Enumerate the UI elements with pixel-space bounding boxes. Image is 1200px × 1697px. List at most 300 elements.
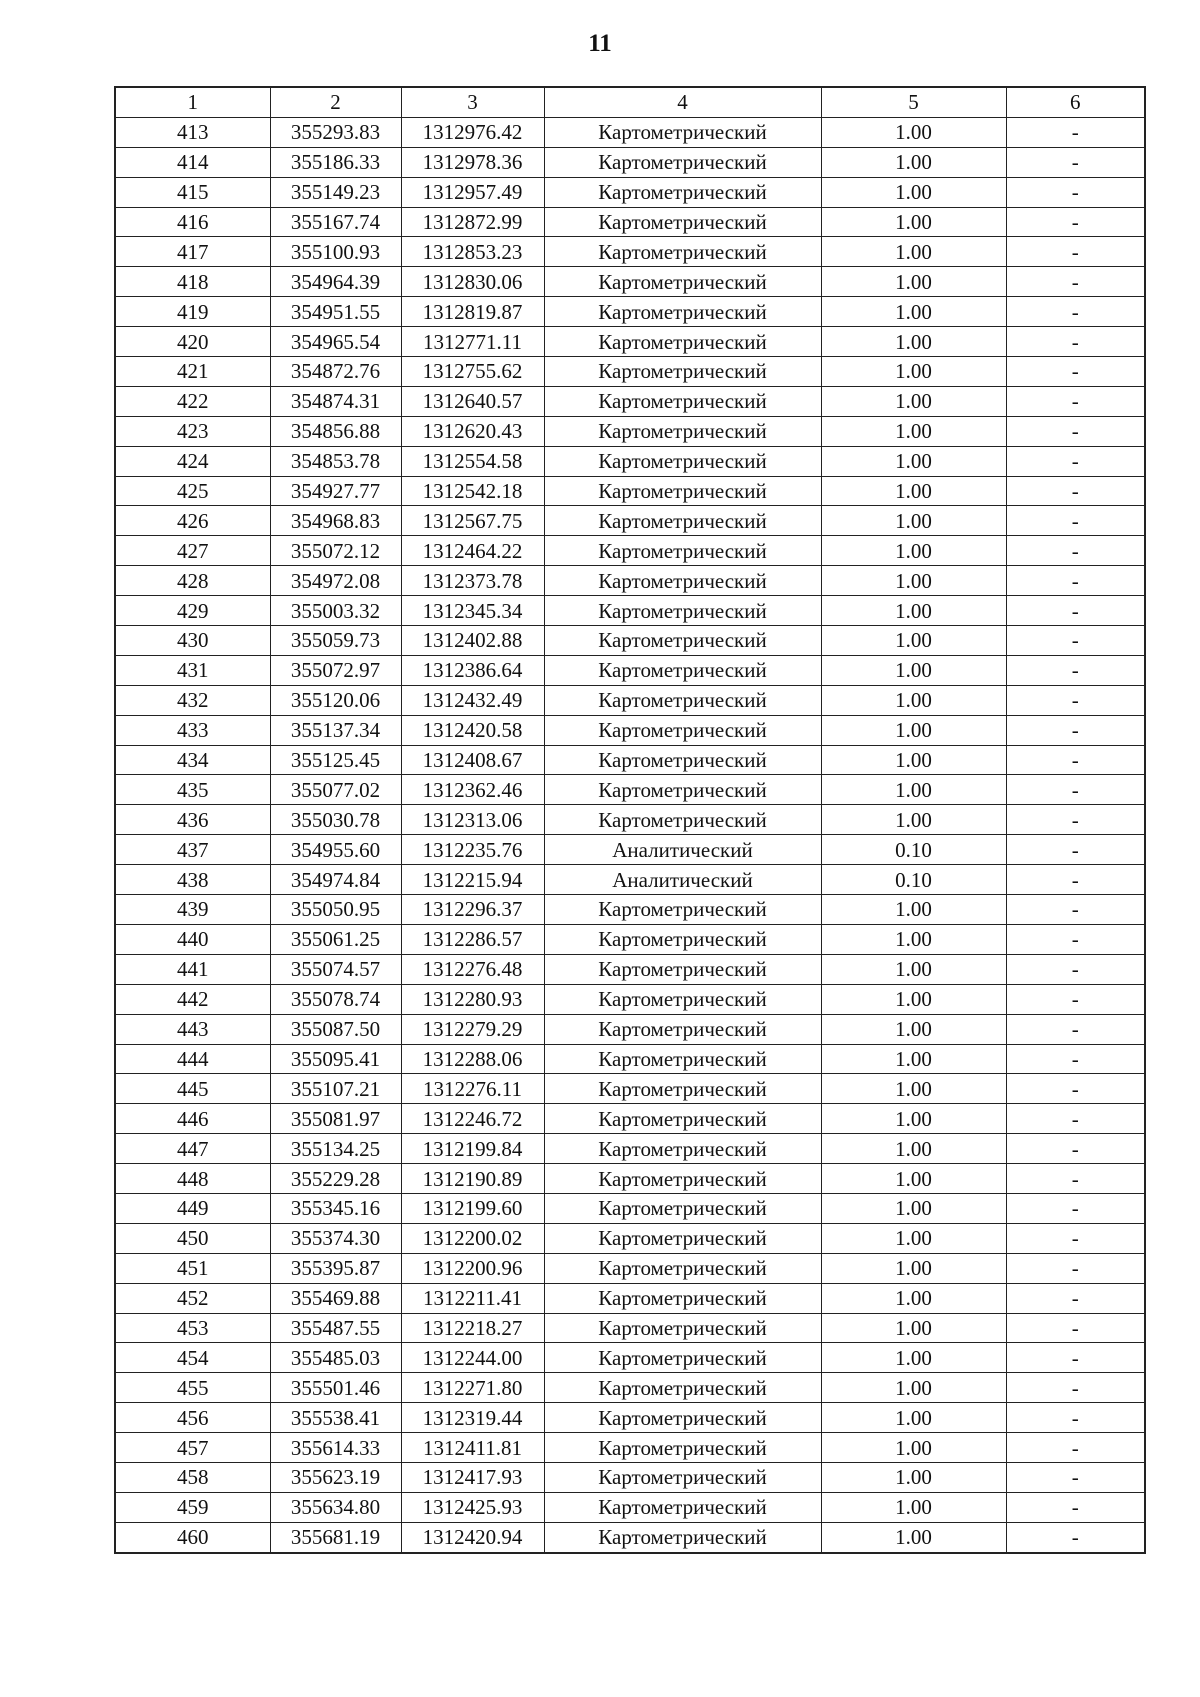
method-cell: Картометрический <box>544 536 821 566</box>
table-row <box>115 267 1145 297</box>
accuracy-cell: 0.10 <box>821 835 1006 865</box>
note-cell: - <box>1006 1522 1145 1552</box>
accuracy-cell: 1.00 <box>821 715 1006 745</box>
table-row <box>115 1074 1145 1104</box>
point-number-cell: 454 <box>115 1343 270 1373</box>
table-row <box>115 536 1145 566</box>
note-cell: - <box>1006 835 1145 865</box>
method-cell: Картометрический <box>544 626 821 656</box>
table-row <box>115 1283 1145 1313</box>
note-cell: - <box>1006 775 1145 805</box>
point-number-cell: 433 <box>115 715 270 745</box>
method-cell: Картометрический <box>544 1522 821 1552</box>
method-cell: Картометрический <box>544 1193 821 1223</box>
method-cell: Картометрический <box>544 1403 821 1433</box>
method-cell: Картометрический <box>544 596 821 626</box>
note-cell: - <box>1006 1134 1145 1164</box>
point-number-cell: 430 <box>115 626 270 656</box>
y-coordinate-cell: 1312567.75 <box>401 506 544 536</box>
point-number-cell: 456 <box>115 1403 270 1433</box>
y-coordinate-cell: 1312408.67 <box>401 745 544 775</box>
point-number-cell: 441 <box>115 954 270 984</box>
point-number-cell: 453 <box>115 1313 270 1343</box>
y-coordinate-cell: 1312280.93 <box>401 984 544 1014</box>
note-cell: - <box>1006 924 1145 954</box>
accuracy-cell: 1.00 <box>821 1462 1006 1492</box>
accuracy-cell: 1.00 <box>821 1253 1006 1283</box>
y-coordinate-cell: 1312362.46 <box>401 775 544 805</box>
y-coordinate-cell: 1312373.78 <box>401 566 544 596</box>
accuracy-cell: 0.10 <box>821 865 1006 895</box>
method-cell: Аналитический <box>544 835 821 865</box>
table-row <box>115 1403 1145 1433</box>
method-cell: Картометрический <box>544 207 821 237</box>
x-coordinate-cell: 355623.19 <box>270 1462 401 1492</box>
y-coordinate-cell: 1312296.37 <box>401 895 544 925</box>
x-coordinate-cell: 355681.19 <box>270 1522 401 1552</box>
note-cell: - <box>1006 1253 1145 1283</box>
note-cell: - <box>1006 1223 1145 1253</box>
table-row <box>115 626 1145 656</box>
x-coordinate-cell: 355078.74 <box>270 984 401 1014</box>
header-cell-1: 1 <box>115 87 270 117</box>
point-number-cell: 420 <box>115 327 270 357</box>
method-cell: Картометрический <box>544 1373 821 1403</box>
note-cell: - <box>1006 596 1145 626</box>
y-coordinate-cell: 1312200.96 <box>401 1253 544 1283</box>
accuracy-cell: 1.00 <box>821 237 1006 267</box>
x-coordinate-cell: 355100.93 <box>270 237 401 267</box>
point-number-cell: 424 <box>115 446 270 476</box>
x-coordinate-cell: 355134.25 <box>270 1134 401 1164</box>
accuracy-cell: 1.00 <box>821 1074 1006 1104</box>
accuracy-cell: 1.00 <box>821 924 1006 954</box>
point-number-cell: 413 <box>115 117 270 147</box>
accuracy-cell: 1.00 <box>821 685 1006 715</box>
x-coordinate-cell: 355229.28 <box>270 1164 401 1194</box>
x-coordinate-cell: 355072.12 <box>270 536 401 566</box>
accuracy-cell: 1.00 <box>821 1193 1006 1223</box>
method-cell: Картометрический <box>544 895 821 925</box>
x-coordinate-cell: 354972.08 <box>270 566 401 596</box>
x-coordinate-cell: 355061.25 <box>270 924 401 954</box>
table-row <box>115 1313 1145 1343</box>
y-coordinate-cell: 1312853.23 <box>401 237 544 267</box>
method-cell: Картометрический <box>544 1074 821 1104</box>
accuracy-cell: 1.00 <box>821 177 1006 207</box>
x-coordinate-cell: 354964.39 <box>270 267 401 297</box>
point-number-cell: 421 <box>115 357 270 387</box>
point-number-cell: 458 <box>115 1462 270 1492</box>
method-cell: Картометрический <box>544 1134 821 1164</box>
table-row <box>115 1044 1145 1074</box>
x-coordinate-cell: 354853.78 <box>270 446 401 476</box>
point-number-cell: 434 <box>115 745 270 775</box>
x-coordinate-cell: 355120.06 <box>270 685 401 715</box>
note-cell: - <box>1006 1343 1145 1373</box>
y-coordinate-cell: 1312957.49 <box>401 177 544 207</box>
method-cell: Картометрический <box>544 685 821 715</box>
x-coordinate-cell: 355501.46 <box>270 1373 401 1403</box>
method-cell: Картометрический <box>544 117 821 147</box>
note-cell: - <box>1006 1074 1145 1104</box>
accuracy-cell: 1.00 <box>821 267 1006 297</box>
y-coordinate-cell: 1312620.43 <box>401 416 544 446</box>
coordinates-table <box>114 86 1146 1554</box>
y-coordinate-cell: 1312199.84 <box>401 1134 544 1164</box>
method-cell: Картометрический <box>544 745 821 775</box>
point-number-cell: 436 <box>115 805 270 835</box>
y-coordinate-cell: 1312271.80 <box>401 1373 544 1403</box>
x-coordinate-cell: 355614.33 <box>270 1433 401 1463</box>
table-row <box>115 1223 1145 1253</box>
table-row <box>115 237 1145 267</box>
table-row <box>115 1522 1145 1552</box>
accuracy-cell: 1.00 <box>821 655 1006 685</box>
accuracy-cell: 1.00 <box>821 1403 1006 1433</box>
method-cell: Аналитический <box>544 865 821 895</box>
point-number-cell: 432 <box>115 685 270 715</box>
note-cell: - <box>1006 1373 1145 1403</box>
y-coordinate-cell: 1312319.44 <box>401 1403 544 1433</box>
method-cell: Картометрический <box>544 1104 821 1134</box>
table-body <box>115 117 1145 1552</box>
x-coordinate-cell: 355137.34 <box>270 715 401 745</box>
y-coordinate-cell: 1312279.29 <box>401 1014 544 1044</box>
x-coordinate-cell: 355107.21 <box>270 1074 401 1104</box>
point-number-cell: 437 <box>115 835 270 865</box>
table-row <box>115 416 1145 446</box>
note-cell: - <box>1006 267 1145 297</box>
table-row <box>115 1433 1145 1463</box>
x-coordinate-cell: 355395.87 <box>270 1253 401 1283</box>
table-row <box>115 297 1145 327</box>
note-cell: - <box>1006 865 1145 895</box>
note-cell: - <box>1006 895 1145 925</box>
point-number-cell: 442 <box>115 984 270 1014</box>
accuracy-cell: 1.00 <box>821 1104 1006 1134</box>
x-coordinate-cell: 355003.32 <box>270 596 401 626</box>
accuracy-cell: 1.00 <box>821 476 1006 506</box>
note-cell: - <box>1006 446 1145 476</box>
method-cell: Картометрический <box>544 984 821 1014</box>
table-row <box>115 954 1145 984</box>
table-row <box>115 895 1145 925</box>
note-cell: - <box>1006 655 1145 685</box>
note-cell: - <box>1006 685 1145 715</box>
point-number-cell: 446 <box>115 1104 270 1134</box>
accuracy-cell: 1.00 <box>821 357 1006 387</box>
method-cell: Картометрический <box>544 237 821 267</box>
accuracy-cell: 1.00 <box>821 117 1006 147</box>
table-row <box>115 984 1145 1014</box>
table-row <box>115 596 1145 626</box>
x-coordinate-cell: 355059.73 <box>270 626 401 656</box>
note-cell: - <box>1006 566 1145 596</box>
y-coordinate-cell: 1312190.89 <box>401 1164 544 1194</box>
x-coordinate-cell: 354874.31 <box>270 386 401 416</box>
x-coordinate-cell: 355125.45 <box>270 745 401 775</box>
table-row <box>115 1193 1145 1223</box>
method-cell: Картометрический <box>544 715 821 745</box>
table-row <box>115 775 1145 805</box>
table-row <box>115 835 1145 865</box>
table-row <box>115 1014 1145 1044</box>
table-header <box>115 87 1145 117</box>
method-cell: Картометрический <box>544 386 821 416</box>
table-row <box>115 1253 1145 1283</box>
accuracy-cell: 1.00 <box>821 775 1006 805</box>
page-number: 11 <box>588 30 612 57</box>
x-coordinate-cell: 355345.16 <box>270 1193 401 1223</box>
note-cell: - <box>1006 177 1145 207</box>
accuracy-cell: 1.00 <box>821 1343 1006 1373</box>
method-cell: Картометрический <box>544 297 821 327</box>
x-coordinate-cell: 355095.41 <box>270 1044 401 1074</box>
y-coordinate-cell: 1312286.57 <box>401 924 544 954</box>
y-coordinate-cell: 1312411.81 <box>401 1433 544 1463</box>
accuracy-cell: 1.00 <box>821 596 1006 626</box>
x-coordinate-cell: 354955.60 <box>270 835 401 865</box>
x-coordinate-cell: 355087.50 <box>270 1014 401 1044</box>
accuracy-cell: 1.00 <box>821 297 1006 327</box>
accuracy-cell: 1.00 <box>821 1492 1006 1522</box>
method-cell: Картометрический <box>544 566 821 596</box>
method-cell: Картометрический <box>544 1343 821 1373</box>
accuracy-cell: 1.00 <box>821 566 1006 596</box>
accuracy-cell: 1.00 <box>821 446 1006 476</box>
accuracy-cell: 1.00 <box>821 506 1006 536</box>
table-row <box>115 655 1145 685</box>
x-coordinate-cell: 355167.74 <box>270 207 401 237</box>
y-coordinate-cell: 1312640.57 <box>401 386 544 416</box>
accuracy-cell: 1.00 <box>821 386 1006 416</box>
table-row <box>115 924 1145 954</box>
note-cell: - <box>1006 476 1145 506</box>
note-cell: - <box>1006 327 1145 357</box>
accuracy-cell: 1.00 <box>821 1433 1006 1463</box>
point-number-cell: 419 <box>115 297 270 327</box>
method-cell: Картометрический <box>544 1253 821 1283</box>
note-cell: - <box>1006 297 1145 327</box>
point-number-cell: 443 <box>115 1014 270 1044</box>
note-cell: - <box>1006 416 1145 446</box>
x-coordinate-cell: 354927.77 <box>270 476 401 506</box>
note-cell: - <box>1006 984 1145 1014</box>
point-number-cell: 449 <box>115 1193 270 1223</box>
y-coordinate-cell: 1312235.76 <box>401 835 544 865</box>
point-number-cell: 450 <box>115 1223 270 1253</box>
point-number-cell: 447 <box>115 1134 270 1164</box>
point-number-cell: 425 <box>115 476 270 506</box>
method-cell: Картометрический <box>544 1014 821 1044</box>
point-number-cell: 448 <box>115 1164 270 1194</box>
y-coordinate-cell: 1312542.18 <box>401 476 544 506</box>
point-number-cell: 457 <box>115 1433 270 1463</box>
note-cell: - <box>1006 1433 1145 1463</box>
accuracy-cell: 1.00 <box>821 536 1006 566</box>
note-cell: - <box>1006 954 1145 984</box>
point-number-cell: 459 <box>115 1492 270 1522</box>
x-coordinate-cell: 355634.80 <box>270 1492 401 1522</box>
note-cell: - <box>1006 536 1145 566</box>
method-cell: Картометрический <box>544 267 821 297</box>
accuracy-cell: 1.00 <box>821 416 1006 446</box>
accuracy-cell: 1.00 <box>821 626 1006 656</box>
accuracy-cell: 1.00 <box>821 1044 1006 1074</box>
y-coordinate-cell: 1312432.49 <box>401 685 544 715</box>
y-coordinate-cell: 1312425.93 <box>401 1492 544 1522</box>
note-cell: - <box>1006 117 1145 147</box>
method-cell: Картометрический <box>544 1492 821 1522</box>
x-coordinate-cell: 354872.76 <box>270 357 401 387</box>
table-row <box>115 1134 1145 1164</box>
y-coordinate-cell: 1312420.58 <box>401 715 544 745</box>
method-cell: Картометрический <box>544 1164 821 1194</box>
y-coordinate-cell: 1312464.22 <box>401 536 544 566</box>
accuracy-cell: 1.00 <box>821 1522 1006 1552</box>
y-coordinate-cell: 1312976.42 <box>401 117 544 147</box>
y-coordinate-cell: 1312978.36 <box>401 147 544 177</box>
method-cell: Картометрический <box>544 1223 821 1253</box>
table-row <box>115 685 1145 715</box>
point-number-cell: 422 <box>115 386 270 416</box>
header-cell-3: 3 <box>401 87 544 117</box>
y-coordinate-cell: 1312830.06 <box>401 267 544 297</box>
note-cell: - <box>1006 1313 1145 1343</box>
header-row <box>115 87 1145 117</box>
x-coordinate-cell: 355149.23 <box>270 177 401 207</box>
method-cell: Картометрический <box>544 177 821 207</box>
accuracy-cell: 1.00 <box>821 805 1006 835</box>
method-cell: Картометрический <box>544 655 821 685</box>
table-row <box>115 1164 1145 1194</box>
x-coordinate-cell: 355050.95 <box>270 895 401 925</box>
y-coordinate-cell: 1312819.87 <box>401 297 544 327</box>
y-coordinate-cell: 1312872.99 <box>401 207 544 237</box>
x-coordinate-cell: 355487.55 <box>270 1313 401 1343</box>
table-row <box>115 715 1145 745</box>
x-coordinate-cell: 355293.83 <box>270 117 401 147</box>
accuracy-cell: 1.00 <box>821 895 1006 925</box>
point-number-cell: 427 <box>115 536 270 566</box>
y-coordinate-cell: 1312755.62 <box>401 357 544 387</box>
accuracy-cell: 1.00 <box>821 954 1006 984</box>
accuracy-cell: 1.00 <box>821 1223 1006 1253</box>
method-cell: Картометрический <box>544 416 821 446</box>
point-number-cell: 418 <box>115 267 270 297</box>
y-coordinate-cell: 1312244.00 <box>401 1343 544 1373</box>
table-row <box>115 1462 1145 1492</box>
table-row <box>115 805 1145 835</box>
x-coordinate-cell: 354968.83 <box>270 506 401 536</box>
note-cell: - <box>1006 1193 1145 1223</box>
table-row <box>115 207 1145 237</box>
method-cell: Картометрический <box>544 476 821 506</box>
point-number-cell: 414 <box>115 147 270 177</box>
note-cell: - <box>1006 207 1145 237</box>
header-cell-2: 2 <box>270 87 401 117</box>
header-cell-6: 6 <box>1006 87 1145 117</box>
y-coordinate-cell: 1312246.72 <box>401 1104 544 1134</box>
table-row <box>115 357 1145 387</box>
x-coordinate-cell: 355030.78 <box>270 805 401 835</box>
point-number-cell: 445 <box>115 1074 270 1104</box>
accuracy-cell: 1.00 <box>821 207 1006 237</box>
note-cell: - <box>1006 1014 1145 1044</box>
point-number-cell: 431 <box>115 655 270 685</box>
method-cell: Картометрический <box>544 1462 821 1492</box>
point-number-cell: 415 <box>115 177 270 207</box>
point-number-cell: 439 <box>115 895 270 925</box>
y-coordinate-cell: 1312554.58 <box>401 446 544 476</box>
point-number-cell: 455 <box>115 1373 270 1403</box>
y-coordinate-cell: 1312215.94 <box>401 865 544 895</box>
table-row <box>115 327 1145 357</box>
y-coordinate-cell: 1312402.88 <box>401 626 544 656</box>
point-number-cell: 416 <box>115 207 270 237</box>
note-cell: - <box>1006 386 1145 416</box>
x-coordinate-cell: 354974.84 <box>270 865 401 895</box>
x-coordinate-cell: 355538.41 <box>270 1403 401 1433</box>
method-cell: Картометрический <box>544 775 821 805</box>
point-number-cell: 444 <box>115 1044 270 1074</box>
table-row <box>115 865 1145 895</box>
accuracy-cell: 1.00 <box>821 745 1006 775</box>
table-row <box>115 1492 1145 1522</box>
y-coordinate-cell: 1312199.60 <box>401 1193 544 1223</box>
table-row <box>115 745 1145 775</box>
method-cell: Картометрический <box>544 924 821 954</box>
accuracy-cell: 1.00 <box>821 1134 1006 1164</box>
y-coordinate-cell: 1312771.11 <box>401 327 544 357</box>
x-coordinate-cell: 355469.88 <box>270 1283 401 1313</box>
note-cell: - <box>1006 626 1145 656</box>
point-number-cell: 429 <box>115 596 270 626</box>
x-coordinate-cell: 355081.97 <box>270 1104 401 1134</box>
accuracy-cell: 1.00 <box>821 1014 1006 1044</box>
x-coordinate-cell: 354951.55 <box>270 297 401 327</box>
note-cell: - <box>1006 805 1145 835</box>
y-coordinate-cell: 1312276.11 <box>401 1074 544 1104</box>
x-coordinate-cell: 354856.88 <box>270 416 401 446</box>
y-coordinate-cell: 1312218.27 <box>401 1313 544 1343</box>
table-row <box>115 386 1145 416</box>
y-coordinate-cell: 1312313.06 <box>401 805 544 835</box>
method-cell: Картометрический <box>544 327 821 357</box>
method-cell: Картометрический <box>544 506 821 536</box>
note-cell: - <box>1006 506 1145 536</box>
y-coordinate-cell: 1312288.06 <box>401 1044 544 1074</box>
point-number-cell: 452 <box>115 1283 270 1313</box>
method-cell: Картометрический <box>544 357 821 387</box>
header-cell-4: 4 <box>544 87 821 117</box>
y-coordinate-cell: 1312211.41 <box>401 1283 544 1313</box>
x-coordinate-cell: 355074.57 <box>270 954 401 984</box>
note-cell: - <box>1006 1104 1145 1134</box>
method-cell: Картометрический <box>544 954 821 984</box>
accuracy-cell: 1.00 <box>821 1373 1006 1403</box>
x-coordinate-cell: 355374.30 <box>270 1223 401 1253</box>
point-number-cell: 426 <box>115 506 270 536</box>
point-number-cell: 440 <box>115 924 270 954</box>
x-coordinate-cell: 355485.03 <box>270 1343 401 1373</box>
point-number-cell: 451 <box>115 1253 270 1283</box>
y-coordinate-cell: 1312276.48 <box>401 954 544 984</box>
table-row <box>115 147 1145 177</box>
method-cell: Картометрический <box>544 147 821 177</box>
note-cell: - <box>1006 1164 1145 1194</box>
